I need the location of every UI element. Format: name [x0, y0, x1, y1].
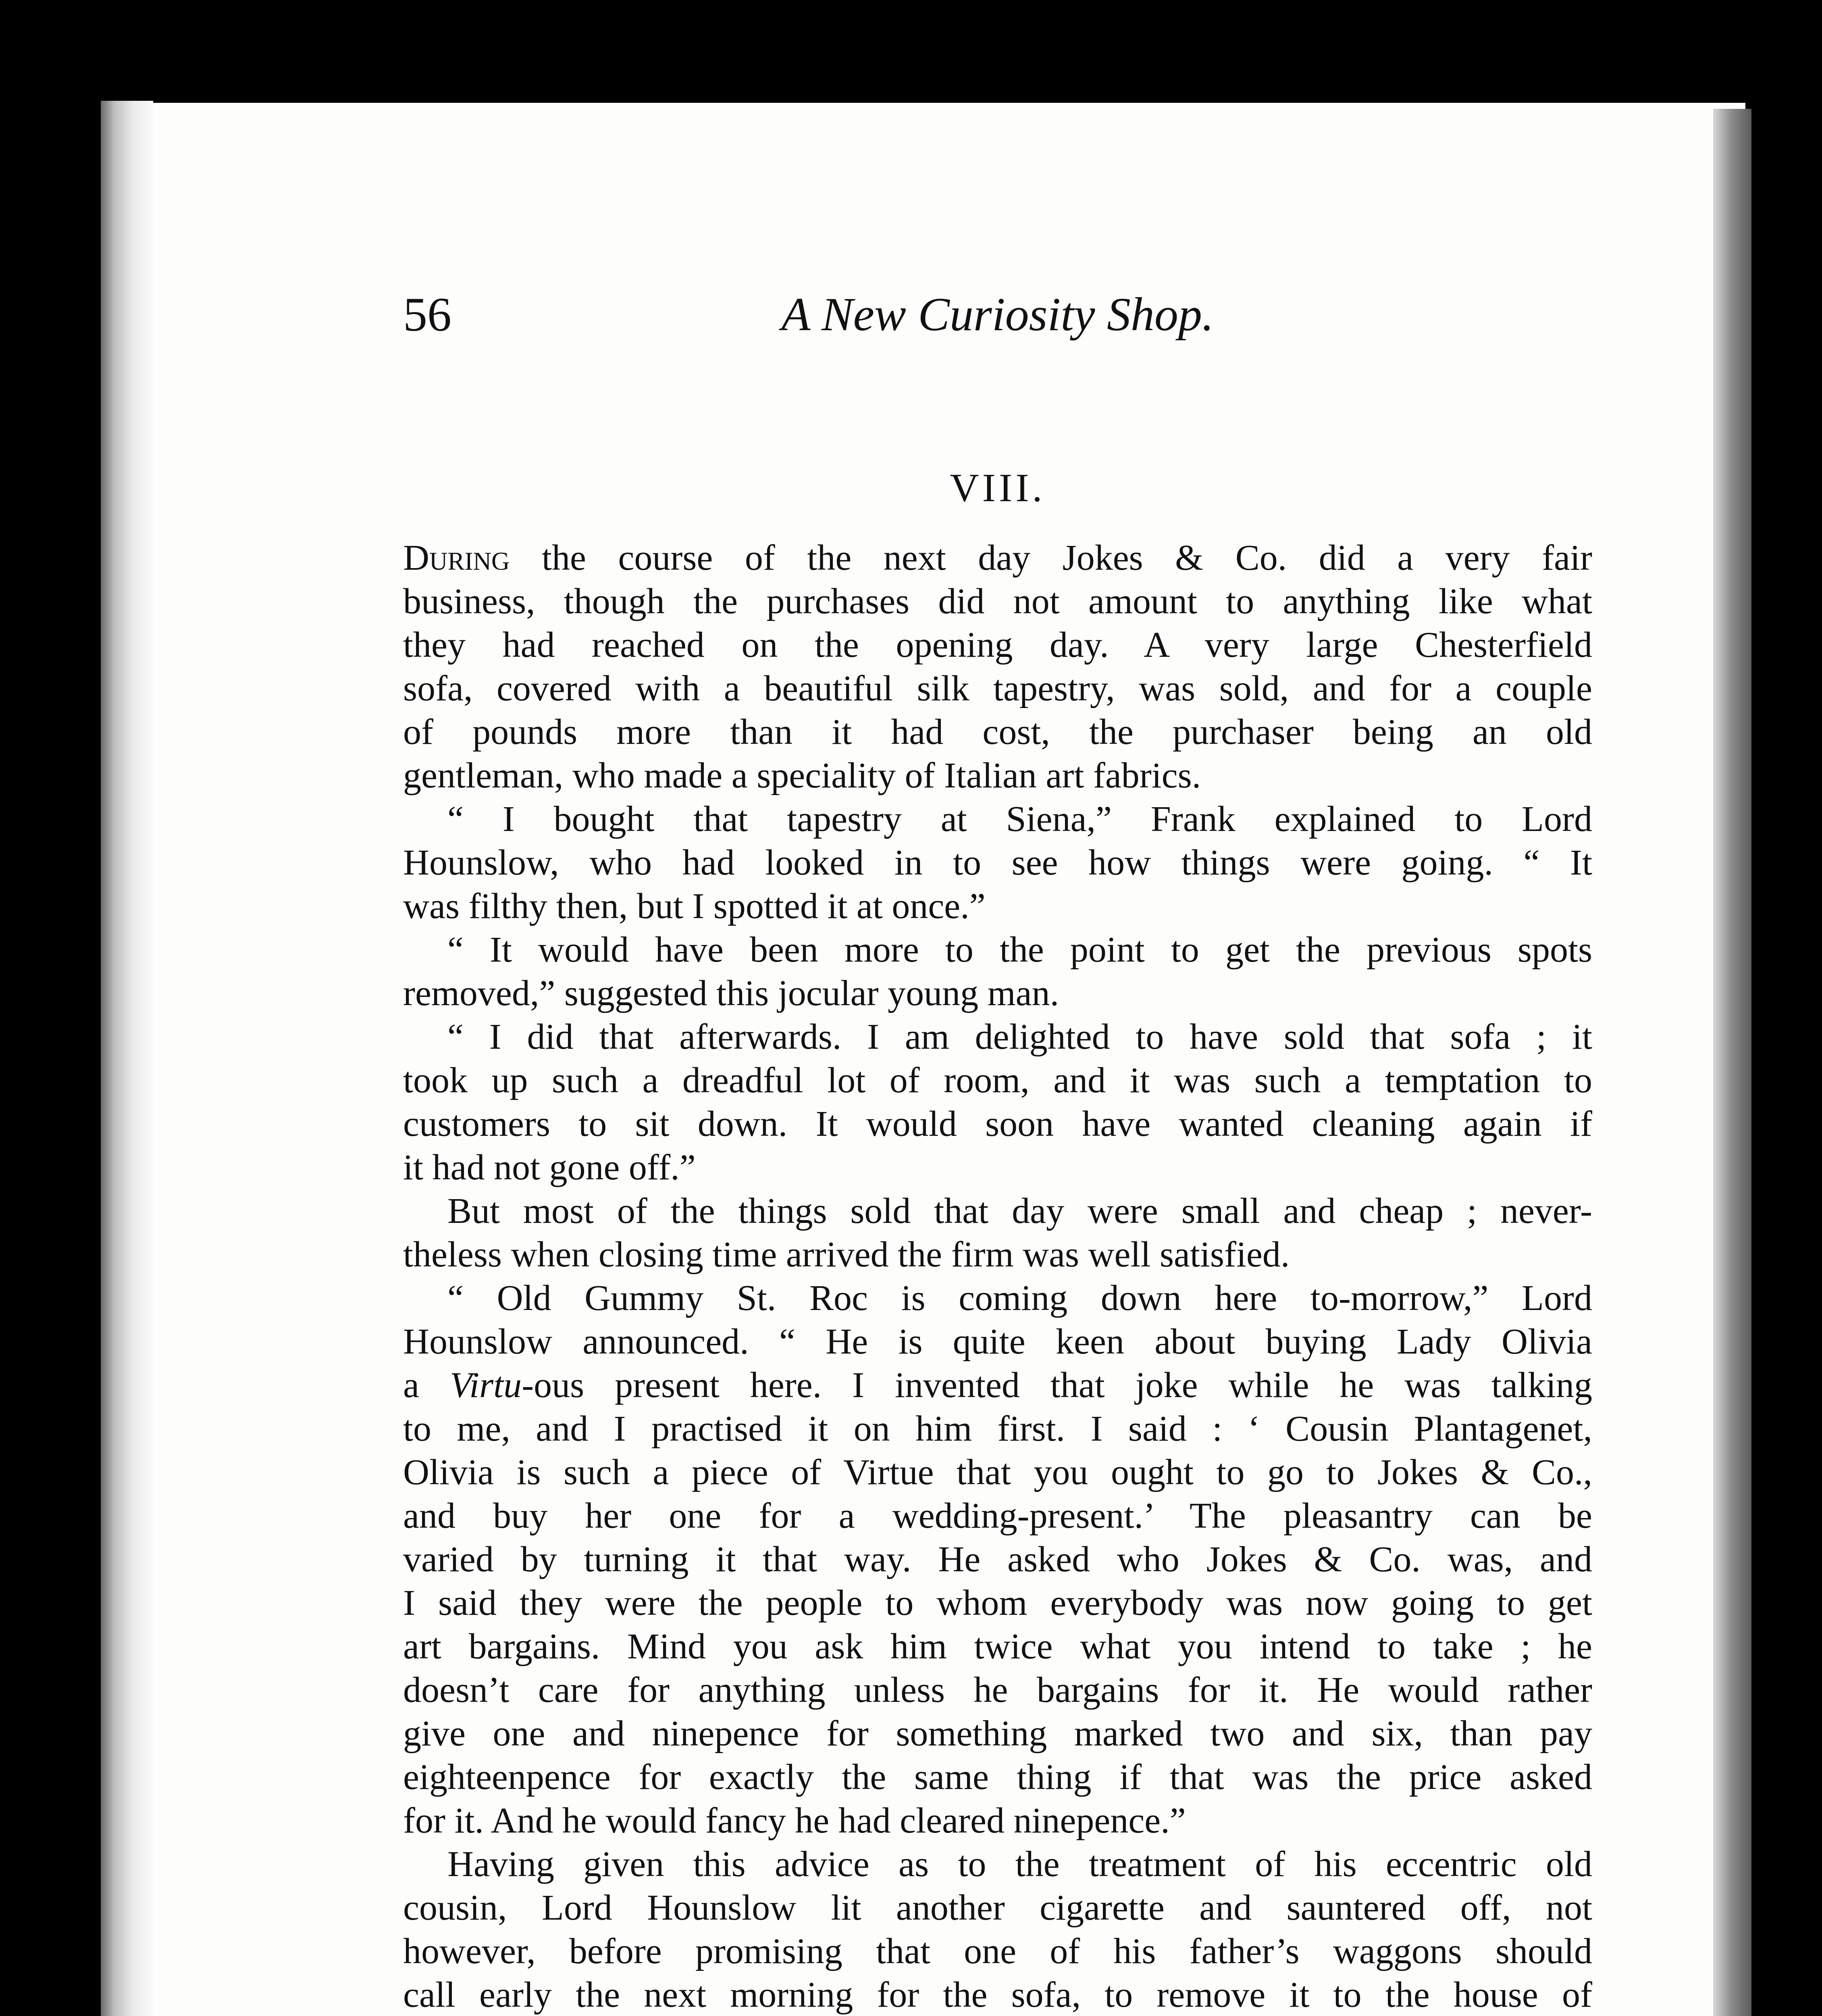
paragraph	[403, 1843, 1592, 2016]
paragraph	[403, 1189, 1592, 1277]
running-header	[403, 282, 1592, 347]
text-line: to me, and I practised it on him first. I said : ‘ Cousin Plantagenet,	[403, 1409, 1592, 1449]
text-line: “ I did that afterwards. I am delighted to have sold that sofa ; it	[447, 1017, 1592, 1057]
text-line: give one and ninepence for something marked two and six, than pay	[403, 1714, 1592, 1754]
text-line: call early the next morning for the sofa, to remove it to the house of	[403, 1975, 1592, 2015]
text-line: But most of the things sold that day were small and cheap ; never-	[447, 1191, 1592, 1231]
text-line: Having given this advice as to the treatment of his eccentric old	[447, 1844, 1592, 1884]
text-line: “ It would have been more to the point to get the previous spots	[447, 930, 1592, 970]
paragraph	[403, 928, 1592, 1015]
text-line: During the course of the next day Jokes & Co. did a very fair	[403, 538, 1592, 578]
drop-word: During	[403, 538, 510, 578]
text-line: “ Old Gummy St. Roc is coming down here to-morrow,” Lord	[447, 1278, 1592, 1318]
text-line: however, before promising that one of his father’s waggons should	[403, 1931, 1592, 1971]
text-line: art bargains. Mind you ask him twice what you intend to take ; he	[403, 1627, 1592, 1666]
text-line: of pounds more than it had cost, the purchaser being an old	[403, 712, 1592, 752]
text-line: a Virtu-ous present here. I invented that joke while he was talking	[403, 1365, 1592, 1405]
text-line: varied by turning it that way. He asked who Jokes & Co. was, and	[403, 1539, 1592, 1579]
paragraph	[403, 1277, 1592, 1843]
italic-word: Virtu	[449, 1365, 522, 1405]
text-line: took up such a dreadful lot of room, and it was such a temptation to	[403, 1060, 1592, 1100]
running-title: A New Curiosity Shop.	[781, 288, 1214, 341]
text-line: it had not gone off.”	[403, 1148, 696, 1187]
text-line: Hounslow announced. “ He is quite keen about buying Lady Olivia	[403, 1322, 1592, 1362]
paragraph	[403, 1015, 1592, 1189]
paragraph	[403, 798, 1592, 928]
page-binding-shadow	[101, 101, 153, 2016]
text-line: for it. And he would fancy he had cleared ninepence.”	[403, 1801, 1186, 1841]
text-line: gentleman, who made a speciality of Italian art fabrics.	[403, 756, 1201, 796]
page-number: 56	[403, 287, 451, 341]
text-line: theless when closing time arrived the firm was well satisfied.	[403, 1235, 1290, 1275]
text-line: business, though the purchases did not amount to anything like what	[403, 581, 1592, 621]
text-line: customers to sit down. It would soon have wanted cleaning again if	[403, 1104, 1592, 1144]
body-text	[403, 536, 1592, 2016]
text-line: “ I bought that tapestry at Siena,” Frank explained to Lord	[447, 799, 1592, 839]
chapter-heading: VIII.	[950, 465, 1046, 510]
text-line: Olivia is such a piece of Virtue that you ought to go to Jokes & Co.,	[403, 1452, 1592, 1492]
page-edge-shadow	[1713, 109, 1751, 2016]
text-line: I said they were the people to whom everybody was now going to get	[403, 1583, 1592, 1623]
text-line: they had reached on the opening day. A very large Chesterfield	[403, 625, 1592, 665]
text-line: sofa, covered with a beautiful silk tapestry, was sold, and for a couple	[403, 669, 1592, 708]
text-line: doesn’t care for anything unless he bargains for it. He would rather	[403, 1670, 1592, 1710]
paragraph	[403, 536, 1592, 798]
text-line: eighteenpence for exactly the same thing if that was the price asked	[403, 1757, 1592, 1797]
text-line: and buy her one for a wedding-present.’ The pleasantry can be	[403, 1496, 1592, 1536]
text-line: was filthy then, but I spotted it at once.”	[403, 886, 986, 926]
text-line: Hounslow, who had looked in to see how things were going. “ It	[403, 843, 1592, 883]
text-line: cousin, Lord Hounslow lit another cigarette and sauntered off, not	[403, 1888, 1592, 1928]
text-line: removed,” suggested this jocular young man.	[403, 973, 1059, 1013]
